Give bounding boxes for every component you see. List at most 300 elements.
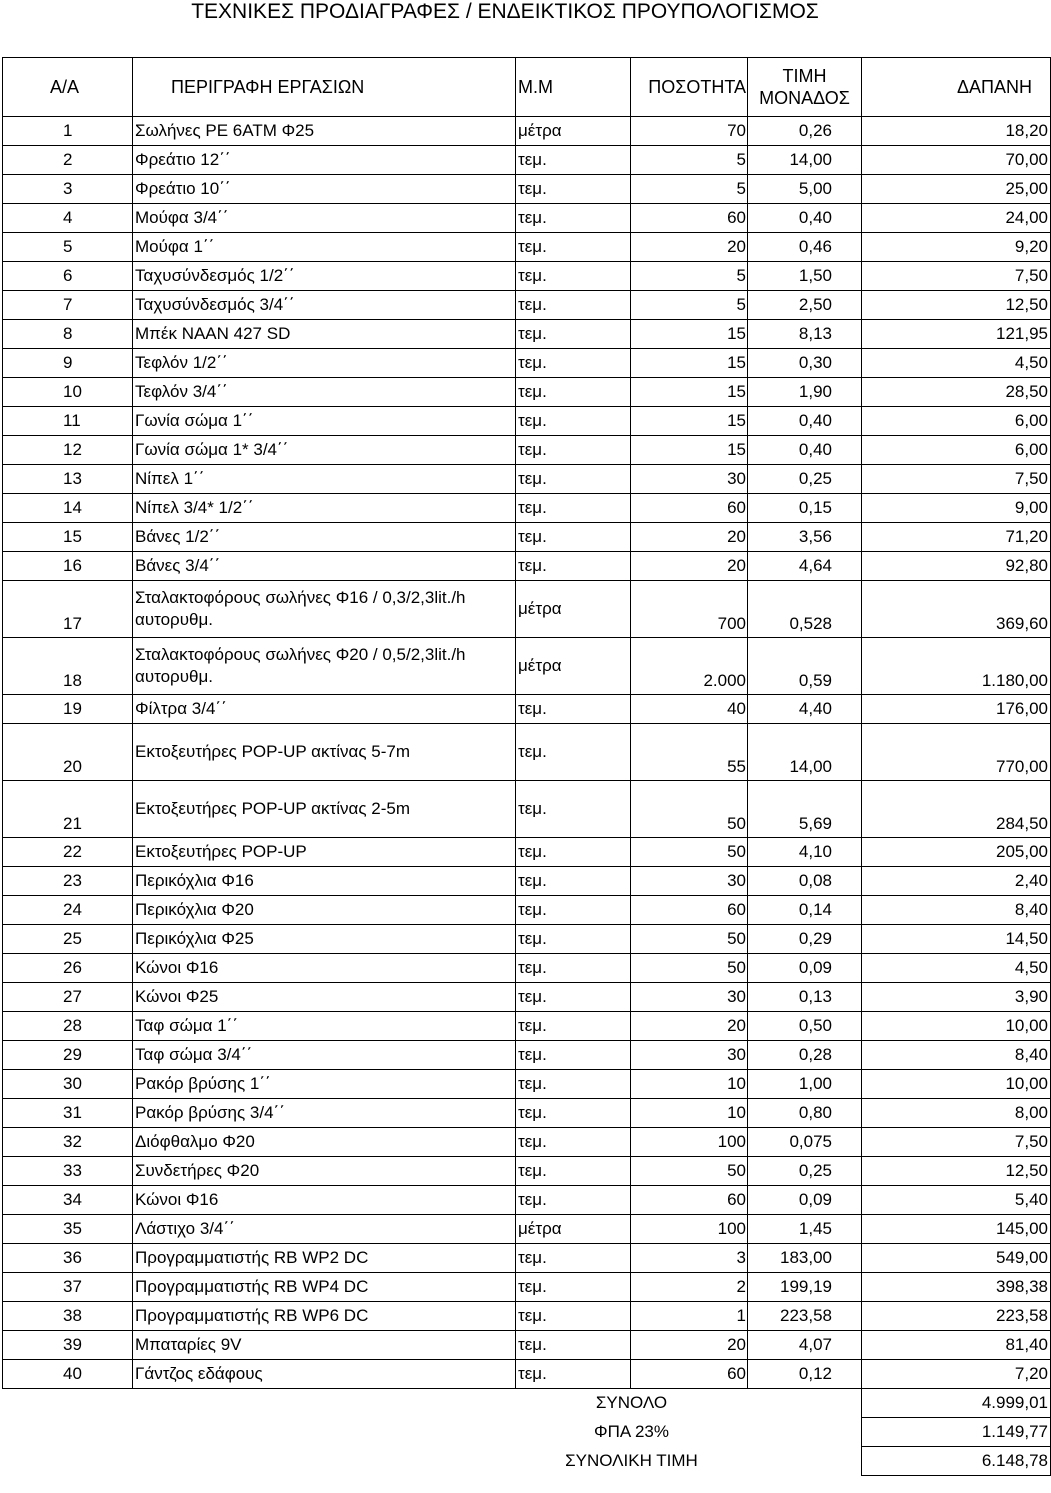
row-unit: τεμ. bbox=[516, 1360, 631, 1389]
header-description: ΠΕΡΙΓΡΑΦΗ ΕΡΓΑΣΙΩΝ bbox=[133, 58, 516, 117]
table-row bbox=[3, 1070, 1051, 1099]
row-unit: τεμ. bbox=[516, 1157, 631, 1186]
total-blank bbox=[748, 1389, 862, 1418]
row-description: Ταχυσύνδεσμός 1/2΄΄ bbox=[133, 262, 516, 291]
row-quantity: 100 bbox=[631, 1215, 748, 1244]
row-description: Διόφθαλμο Φ20 bbox=[133, 1128, 516, 1157]
row-description: Εκτοξευτήρες POP-UP bbox=[133, 838, 516, 867]
row-unit-price: 0,80 bbox=[748, 1099, 862, 1128]
row-unit-price: 5,00 bbox=[748, 175, 862, 204]
table-row bbox=[3, 638, 1051, 695]
row-description: Γάντζος εδάφους bbox=[133, 1360, 516, 1389]
row-number: 37 bbox=[3, 1273, 133, 1302]
total-spacer bbox=[3, 1447, 516, 1476]
header-unit: Μ.Μ bbox=[516, 58, 631, 117]
row-cost: 6,00 bbox=[862, 407, 1051, 436]
row-cost: 28,50 bbox=[862, 378, 1051, 407]
header-unit-price-line1: ΤΙΜΗ bbox=[782, 66, 827, 86]
row-description: Προγραμματιστής RB WP2 DC bbox=[133, 1244, 516, 1273]
table-row bbox=[3, 320, 1051, 349]
header-cost: ΔΑΠΑΝΗ bbox=[862, 58, 1051, 117]
row-quantity: 60 bbox=[631, 494, 748, 523]
row-quantity: 50 bbox=[631, 838, 748, 867]
table-row bbox=[3, 1099, 1051, 1128]
total-label: ΦΠΑ 23% bbox=[594, 1422, 669, 1441]
page-title: ΤΕΧΝΙΚΕΣ ΠΡΟΔΙΑΓΡΑΦΕΣ / ΕΝΔΕΙΚΤΙΚΟΣ ΠΡΟΥΠΟΛΟΓΙΣΜΟΣ bbox=[191, 0, 819, 23]
header-quantity: ΠΟΣΟΤΗΤΑ bbox=[631, 58, 748, 117]
table-row bbox=[3, 436, 1051, 465]
row-quantity: 50 bbox=[631, 781, 748, 838]
row-number: 10 bbox=[3, 378, 133, 407]
row-unit-price: 0,09 bbox=[748, 1186, 862, 1215]
row-cost: 4,50 bbox=[862, 954, 1051, 983]
table-row bbox=[3, 1128, 1051, 1157]
table-row bbox=[3, 233, 1051, 262]
header-unit-price bbox=[748, 58, 862, 117]
row-description: Ρακόρ βρύσης 1΄΄ bbox=[133, 1070, 516, 1099]
row-description: Εκτοξευτήρες POP-UP ακτίνας 5-7m bbox=[133, 724, 516, 781]
row-unit: τεμ. bbox=[516, 838, 631, 867]
row-quantity: 15 bbox=[631, 349, 748, 378]
row-description: Φίλτρα 3/4΄΄ bbox=[133, 695, 516, 724]
row-number: 23 bbox=[3, 867, 133, 896]
row-description: Ρακόρ βρύσης 3/4΄΄ bbox=[133, 1099, 516, 1128]
row-description: Περικόχλια Φ25 bbox=[133, 925, 516, 954]
row-cost: 8,00 bbox=[862, 1099, 1051, 1128]
row-description: Σωλήνες PE 6ATM Φ25 bbox=[133, 117, 516, 146]
table-row bbox=[3, 1186, 1051, 1215]
row-cost: 25,00 bbox=[862, 175, 1051, 204]
table-row bbox=[3, 581, 1051, 638]
header-unit-price-line2: ΜΟΝΑΔΟΣ bbox=[759, 88, 850, 108]
row-description: Εκτοξευτήρες POP-UP ακτίνας 2-5m bbox=[133, 781, 516, 838]
row-cost: 9,20 bbox=[862, 233, 1051, 262]
row-description: Λάστιχο 3/4΄΄ bbox=[133, 1215, 516, 1244]
row-unit-price: 4,64 bbox=[748, 552, 862, 581]
total-label: ΣΥΝΟΛΙΚΗ ΤΙΜΗ bbox=[565, 1451, 698, 1470]
row-unit: τεμ. bbox=[516, 407, 631, 436]
row-number: 21 bbox=[3, 781, 133, 838]
row-cost: 12,50 bbox=[862, 291, 1051, 320]
row-quantity: 10 bbox=[631, 1070, 748, 1099]
row-unit: μέτρα bbox=[516, 117, 631, 146]
row-cost: 549,00 bbox=[862, 1244, 1051, 1273]
row-quantity: 55 bbox=[631, 724, 748, 781]
row-number: 38 bbox=[3, 1302, 133, 1331]
row-number: 1 bbox=[3, 117, 133, 146]
row-quantity: 5 bbox=[631, 146, 748, 175]
row-unit-price: 1,45 bbox=[748, 1215, 862, 1244]
row-unit-price: 0,40 bbox=[748, 407, 862, 436]
row-number: 7 bbox=[3, 291, 133, 320]
table-row bbox=[3, 378, 1051, 407]
row-number: 22 bbox=[3, 838, 133, 867]
row-cost: 24,00 bbox=[862, 204, 1051, 233]
row-description: Φρεάτιο 10΄΄ bbox=[133, 175, 516, 204]
row-unit: τεμ. bbox=[516, 291, 631, 320]
row-quantity: 50 bbox=[631, 954, 748, 983]
total-label: ΣΥΝΟΛΟ bbox=[595, 1393, 668, 1413]
row-cost: 71,20 bbox=[862, 523, 1051, 552]
row-number: 17 bbox=[3, 581, 133, 638]
row-number: 29 bbox=[3, 1041, 133, 1070]
row-unit: τεμ. bbox=[516, 1273, 631, 1302]
row-cost: 369,60 bbox=[862, 581, 1051, 638]
row-description: Βάνες 3/4΄΄ bbox=[133, 552, 516, 581]
row-number: 19 bbox=[3, 695, 133, 724]
row-cost: 145,00 bbox=[862, 1215, 1051, 1244]
table-row bbox=[3, 1273, 1051, 1302]
table-row bbox=[3, 117, 1051, 146]
row-quantity: 5 bbox=[631, 262, 748, 291]
row-quantity: 5 bbox=[631, 175, 748, 204]
row-unit: μέτρα bbox=[516, 1215, 631, 1244]
row-cost: 176,00 bbox=[862, 695, 1051, 724]
row-unit: τεμ. bbox=[516, 233, 631, 262]
row-unit: τεμ. bbox=[516, 695, 631, 724]
row-cost: 1.180,00 bbox=[862, 638, 1051, 695]
row-description: Κώνοι Φ25 bbox=[133, 983, 516, 1012]
row-description: Νίπελ 3/4* 1/2΄΄ bbox=[133, 494, 516, 523]
row-cost: 7,50 bbox=[862, 1128, 1051, 1157]
row-cost: 8,40 bbox=[862, 1041, 1051, 1070]
row-unit-price: 4,40 bbox=[748, 695, 862, 724]
row-unit-price: 0,26 bbox=[748, 117, 862, 146]
row-unit-price: 1,00 bbox=[748, 1070, 862, 1099]
row-number: 33 bbox=[3, 1157, 133, 1186]
table-row bbox=[3, 465, 1051, 494]
row-unit-price: 0,528 bbox=[748, 581, 862, 638]
row-cost: 8,40 bbox=[862, 896, 1051, 925]
row-cost: 398,38 bbox=[862, 1273, 1051, 1302]
table-row bbox=[3, 1012, 1051, 1041]
row-number: 9 bbox=[3, 349, 133, 378]
row-unit: τεμ. bbox=[516, 523, 631, 552]
row-quantity: 15 bbox=[631, 320, 748, 349]
row-number: 30 bbox=[3, 1070, 133, 1099]
row-description: Φρεάτιο 12΄΄ bbox=[133, 146, 516, 175]
row-quantity: 2.000 bbox=[631, 638, 748, 695]
row-cost: 10,00 bbox=[862, 1070, 1051, 1099]
row-number: 39 bbox=[3, 1331, 133, 1360]
row-quantity: 1 bbox=[631, 1302, 748, 1331]
row-quantity: 700 bbox=[631, 581, 748, 638]
row-description: Ταχυσύνδεσμός 3/4΄΄ bbox=[133, 291, 516, 320]
table-row bbox=[3, 838, 1051, 867]
table-row bbox=[3, 1244, 1051, 1273]
row-number: 24 bbox=[3, 896, 133, 925]
row-number: 13 bbox=[3, 465, 133, 494]
row-description: Νίπελ 1΄΄ bbox=[133, 465, 516, 494]
row-unit: τεμ. bbox=[516, 867, 631, 896]
row-number: 27 bbox=[3, 983, 133, 1012]
budget-table bbox=[2, 57, 1051, 1476]
row-cost: 3,90 bbox=[862, 983, 1051, 1012]
row-number: 4 bbox=[3, 204, 133, 233]
row-unit-price: 0,50 bbox=[748, 1012, 862, 1041]
row-number: 28 bbox=[3, 1012, 133, 1041]
row-unit-price: 0,14 bbox=[748, 896, 862, 925]
row-unit-price: 0,29 bbox=[748, 925, 862, 954]
row-cost: 770,00 bbox=[862, 724, 1051, 781]
row-number: 31 bbox=[3, 1099, 133, 1128]
row-unit: τεμ. bbox=[516, 1041, 631, 1070]
row-unit-price: 2,50 bbox=[748, 291, 862, 320]
row-number: 2 bbox=[3, 146, 133, 175]
row-unit-price: 0,59 bbox=[748, 638, 862, 695]
row-number: 5 bbox=[3, 233, 133, 262]
table-row bbox=[3, 1041, 1051, 1070]
table-row bbox=[3, 204, 1051, 233]
row-number: 36 bbox=[3, 1244, 133, 1273]
row-unit-price: 0,08 bbox=[748, 867, 862, 896]
row-cost: 205,00 bbox=[862, 838, 1051, 867]
row-unit: μέτρα bbox=[516, 638, 631, 695]
row-description: Κώνοι Φ16 bbox=[133, 954, 516, 983]
row-quantity: 5 bbox=[631, 291, 748, 320]
row-number: 25 bbox=[3, 925, 133, 954]
row-cost: 6,00 bbox=[862, 436, 1051, 465]
row-quantity: 50 bbox=[631, 1157, 748, 1186]
row-unit-price: 0,13 bbox=[748, 983, 862, 1012]
row-quantity: 40 bbox=[631, 695, 748, 724]
row-number: 12 bbox=[3, 436, 133, 465]
row-number: 8 bbox=[3, 320, 133, 349]
table-row bbox=[3, 349, 1051, 378]
row-description: Γωνία σώμα 1΄΄ bbox=[133, 407, 516, 436]
row-cost: 5,40 bbox=[862, 1186, 1051, 1215]
table-row bbox=[3, 983, 1051, 1012]
row-unit: τεμ. bbox=[516, 896, 631, 925]
row-number: 32 bbox=[3, 1128, 133, 1157]
row-description: Περικόχλια Φ20 bbox=[133, 896, 516, 925]
row-unit: τεμ. bbox=[516, 436, 631, 465]
total-value: 6.148,78 bbox=[862, 1447, 1051, 1476]
row-quantity: 50 bbox=[631, 925, 748, 954]
row-cost: 10,00 bbox=[862, 1012, 1051, 1041]
table-row bbox=[3, 954, 1051, 983]
table-row bbox=[3, 867, 1051, 896]
row-unit-price: 0,15 bbox=[748, 494, 862, 523]
row-number: 15 bbox=[3, 523, 133, 552]
row-description: Ταφ σώμα 1΄΄ bbox=[133, 1012, 516, 1041]
row-unit-price: 1,90 bbox=[748, 378, 862, 407]
row-unit-price: 4,10 bbox=[748, 838, 862, 867]
row-unit: τεμ. bbox=[516, 1331, 631, 1360]
row-unit-price: 0,40 bbox=[748, 436, 862, 465]
row-unit-price: 4,07 bbox=[748, 1331, 862, 1360]
row-cost: 12,50 bbox=[862, 1157, 1051, 1186]
row-unit: τεμ. bbox=[516, 349, 631, 378]
table-row bbox=[3, 695, 1051, 724]
row-quantity: 60 bbox=[631, 896, 748, 925]
row-quantity: 20 bbox=[631, 233, 748, 262]
row-unit: τεμ. bbox=[516, 925, 631, 954]
row-quantity: 3 bbox=[631, 1244, 748, 1273]
row-description: Σταλακτοφόρους σωλήνες Φ16 / 0,3/2,3lit./h αυτορυθμ. bbox=[133, 581, 516, 638]
row-number: 35 bbox=[3, 1215, 133, 1244]
table-row bbox=[3, 781, 1051, 838]
row-quantity: 30 bbox=[631, 465, 748, 494]
row-number: 16 bbox=[3, 552, 133, 581]
row-description: Κώνοι Φ16 bbox=[133, 1186, 516, 1215]
table-row bbox=[3, 1302, 1051, 1331]
row-description: Βάνες 1/2΄΄ bbox=[133, 523, 516, 552]
table-header-row bbox=[3, 58, 1051, 117]
row-quantity: 20 bbox=[631, 1331, 748, 1360]
row-unit: τεμ. bbox=[516, 494, 631, 523]
row-unit-price: 8,13 bbox=[748, 320, 862, 349]
row-description: Προγραμματιστής RB WP6 DC bbox=[133, 1302, 516, 1331]
row-unit: τεμ. bbox=[516, 465, 631, 494]
row-cost: 92,80 bbox=[862, 552, 1051, 581]
row-cost: 121,95 bbox=[862, 320, 1051, 349]
row-description: Μπαταρίες 9V bbox=[133, 1331, 516, 1360]
row-number: 34 bbox=[3, 1186, 133, 1215]
row-description: Τεφλόν 3/4΄΄ bbox=[133, 378, 516, 407]
row-unit: τεμ. bbox=[516, 1302, 631, 1331]
row-description: Περικόχλια Φ16 bbox=[133, 867, 516, 896]
row-description: Σταλακτοφόρους σωλήνες Φ20 / 0,5/2,3lit./h αυτορυθμ. bbox=[133, 638, 516, 695]
row-quantity: 70 bbox=[631, 117, 748, 146]
row-unit: τεμ. bbox=[516, 1186, 631, 1215]
row-number: 20 bbox=[3, 724, 133, 781]
row-cost: 81,40 bbox=[862, 1331, 1051, 1360]
row-unit: τεμ. bbox=[516, 781, 631, 838]
row-unit: τεμ. bbox=[516, 262, 631, 291]
row-quantity: 15 bbox=[631, 407, 748, 436]
total-value: 1.149,77 bbox=[862, 1418, 1051, 1447]
table-row bbox=[3, 291, 1051, 320]
table-row bbox=[3, 896, 1051, 925]
total-blank bbox=[748, 1418, 862, 1447]
total-row bbox=[3, 1418, 1051, 1447]
row-unit: τεμ. bbox=[516, 378, 631, 407]
row-unit-price: 0,28 bbox=[748, 1041, 862, 1070]
table-row bbox=[3, 262, 1051, 291]
row-quantity: 60 bbox=[631, 1186, 748, 1215]
row-description: Μούφα 3/4΄΄ bbox=[133, 204, 516, 233]
row-unit-price: 0,075 bbox=[748, 1128, 862, 1157]
total-value: 4.999,01 bbox=[862, 1389, 1051, 1418]
row-unit: τεμ. bbox=[516, 1012, 631, 1041]
row-description: Συνδετήρες Φ20 bbox=[133, 1157, 516, 1186]
row-quantity: 2 bbox=[631, 1273, 748, 1302]
row-unit: τεμ. bbox=[516, 204, 631, 233]
total-spacer bbox=[3, 1418, 516, 1447]
row-number: 40 bbox=[3, 1360, 133, 1389]
table-row bbox=[3, 407, 1051, 436]
row-unit: τεμ. bbox=[516, 1244, 631, 1273]
row-unit-price: 183,00 bbox=[748, 1244, 862, 1273]
row-quantity: 20 bbox=[631, 1012, 748, 1041]
table-row bbox=[3, 523, 1051, 552]
row-quantity: 15 bbox=[631, 436, 748, 465]
row-number: 26 bbox=[3, 954, 133, 983]
row-unit-price: 0,25 bbox=[748, 1157, 862, 1186]
row-quantity: 100 bbox=[631, 1128, 748, 1157]
row-unit: τεμ. bbox=[516, 320, 631, 349]
row-unit: τεμ. bbox=[516, 1099, 631, 1128]
table-row bbox=[3, 724, 1051, 781]
table-row bbox=[3, 175, 1051, 204]
header-no: Α/Α bbox=[3, 58, 133, 117]
row-unit: τεμ. bbox=[516, 724, 631, 781]
table-row bbox=[3, 1215, 1051, 1244]
row-cost: 4,50 bbox=[862, 349, 1051, 378]
row-cost: 9,00 bbox=[862, 494, 1051, 523]
row-quantity: 10 bbox=[631, 1099, 748, 1128]
row-description: Μούφα 1΄΄ bbox=[133, 233, 516, 262]
row-unit: τεμ. bbox=[516, 146, 631, 175]
row-unit-price: 0,25 bbox=[748, 465, 862, 494]
total-spacer bbox=[3, 1389, 516, 1418]
row-description: Γωνία σώμα 1* 3/4΄΄ bbox=[133, 436, 516, 465]
row-number: 6 bbox=[3, 262, 133, 291]
row-quantity: 60 bbox=[631, 1360, 748, 1389]
row-unit-price: 3,56 bbox=[748, 523, 862, 552]
row-unit-price: 223,58 bbox=[748, 1302, 862, 1331]
row-cost: 70,00 bbox=[862, 146, 1051, 175]
row-cost: 14,50 bbox=[862, 925, 1051, 954]
row-unit-price: 14,00 bbox=[748, 724, 862, 781]
row-cost: 223,58 bbox=[862, 1302, 1051, 1331]
row-unit: τεμ. bbox=[516, 983, 631, 1012]
row-cost: 7,20 bbox=[862, 1360, 1051, 1389]
total-row bbox=[3, 1447, 1051, 1476]
row-number: 18 bbox=[3, 638, 133, 695]
table-row bbox=[3, 552, 1051, 581]
table-row bbox=[3, 146, 1051, 175]
row-unit: τεμ. bbox=[516, 1128, 631, 1157]
row-cost: 7,50 bbox=[862, 262, 1051, 291]
table-row bbox=[3, 1360, 1051, 1389]
row-quantity: 15 bbox=[631, 378, 748, 407]
table-row bbox=[3, 925, 1051, 954]
row-quantity: 30 bbox=[631, 983, 748, 1012]
table-row bbox=[3, 1157, 1051, 1186]
row-unit: τεμ. bbox=[516, 1070, 631, 1099]
row-unit-price: 5,69 bbox=[748, 781, 862, 838]
row-description: Προγραμματιστής RB WP4 DC bbox=[133, 1273, 516, 1302]
row-description: Ταφ σώμα 3/4΄΄ bbox=[133, 1041, 516, 1070]
row-unit-price: 199,19 bbox=[748, 1273, 862, 1302]
row-cost: 284,50 bbox=[862, 781, 1051, 838]
row-number: 11 bbox=[3, 407, 133, 436]
row-quantity: 30 bbox=[631, 867, 748, 896]
row-quantity: 30 bbox=[631, 1041, 748, 1070]
row-unit-price: 1,50 bbox=[748, 262, 862, 291]
row-quantity: 60 bbox=[631, 204, 748, 233]
row-cost: 7,50 bbox=[862, 465, 1051, 494]
row-number: 3 bbox=[3, 175, 133, 204]
row-unit: τεμ. bbox=[516, 175, 631, 204]
table-row bbox=[3, 494, 1051, 523]
row-quantity: 20 bbox=[631, 523, 748, 552]
row-number: 14 bbox=[3, 494, 133, 523]
total-blank bbox=[748, 1447, 862, 1476]
row-unit-price: 0,40 bbox=[748, 204, 862, 233]
row-unit: μέτρα bbox=[516, 581, 631, 638]
row-description: Μπέκ NAAN 427 SD bbox=[133, 320, 516, 349]
row-cost: 2,40 bbox=[862, 867, 1051, 896]
row-quantity: 20 bbox=[631, 552, 748, 581]
row-unit: τεμ. bbox=[516, 954, 631, 983]
row-unit-price: 0,30 bbox=[748, 349, 862, 378]
row-unit-price: 0,12 bbox=[748, 1360, 862, 1389]
table-row bbox=[3, 1331, 1051, 1360]
row-unit: τεμ. bbox=[516, 552, 631, 581]
